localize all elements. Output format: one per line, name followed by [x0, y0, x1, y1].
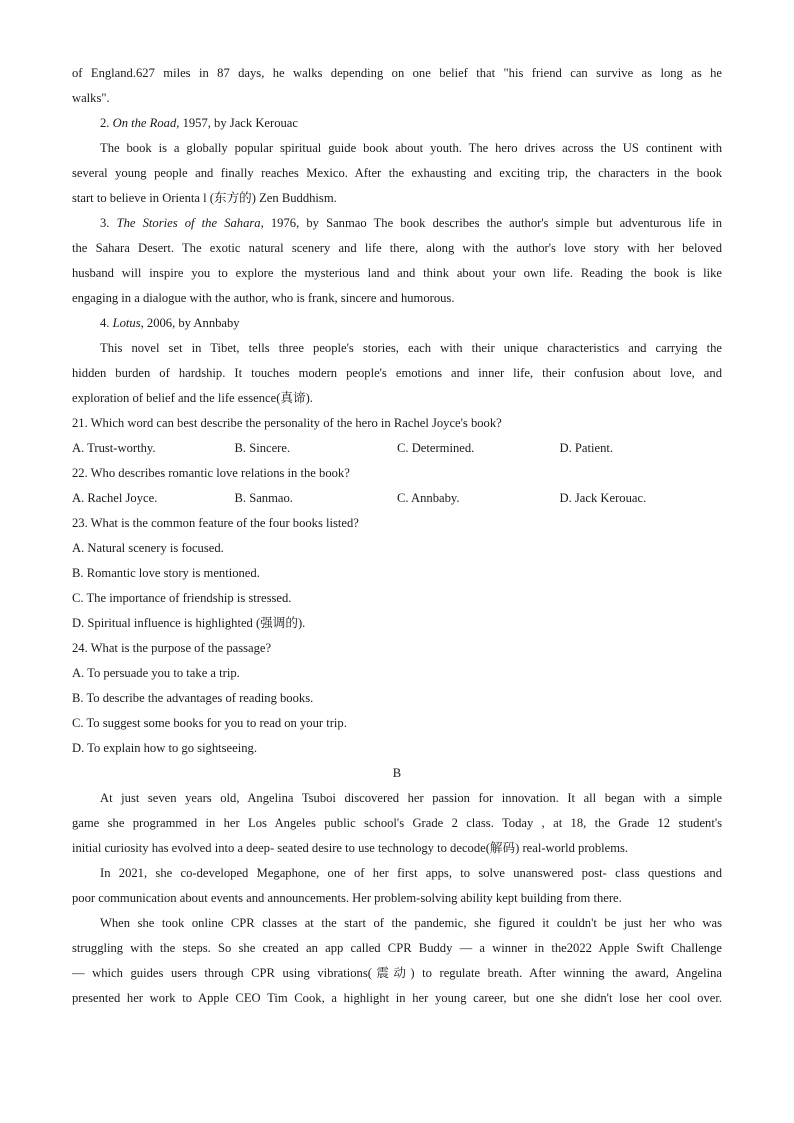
- text-line: hidden burden of hardship. It touches modern people's emotions and inner life, their confusion about love, and: [72, 366, 722, 380]
- book3-heading: 3. The Stories of the Sahara, 1976, by Sanmao The book describes the author's simple but adventurous life in: [100, 216, 722, 230]
- text-line: of England.627 miles in 87 days, he walks depending on one belief that "his friend can survive as long as he: [72, 66, 722, 80]
- text-line: The book is a globally popular spiritual guide book about youth. The hero drives across the US continent with: [100, 141, 722, 155]
- text-line: game she programmed in her Los Angeles public school's Grade 2 class. Today , at 18, the Grade 12 student's: [72, 816, 722, 830]
- text-line: In 2021, she co-developed Megaphone, one of her first apps, to solve unanswered post- class questions and: [100, 866, 722, 880]
- text-line: start to believe in Orienta l (东方的) Zen Buddhism.: [72, 191, 337, 205]
- text-line: When she took online CPR classes at the start of the pandemic, she figured it couldn't be just her who was: [100, 916, 722, 930]
- book4-description: [72, 336, 722, 411]
- book4-title: Lotus: [112, 316, 141, 330]
- q21-option-d: D. Patient.: [559, 441, 614, 455]
- book4-heading: 4. Lotus, 2006, by Annbaby: [100, 316, 240, 330]
- q21-options: [72, 436, 722, 461]
- text-line: engaging in a dialogue with the author, who is frank, sincere and humorous.: [72, 291, 455, 305]
- text-line: walks".: [72, 91, 110, 105]
- q21-option-a: A. Trust-worthy.: [72, 441, 156, 455]
- book2-title: On the Road: [112, 116, 177, 130]
- text-line: — which guides users through CPR using vibrations(震动) to regulate breath. After winning the award, Angelina: [72, 966, 722, 980]
- q22-option-c: C. Annbaby.: [397, 491, 460, 505]
- q23-stem: 23. What is the common feature of the four books listed?: [72, 516, 359, 530]
- book2-description: [72, 136, 722, 211]
- passage-b-paragraph-1: [72, 786, 722, 861]
- text-line: exploration of belief and the life essence(真谛).: [72, 391, 313, 405]
- text-line: the Sahara Desert. The exotic natural scenery and life there, along with the author's love story with her beloved: [72, 241, 722, 255]
- book3-block: [72, 211, 722, 311]
- text-line: struggling with the steps. So she created an app called CPR Buddy — a winner in the2022 Apple Swift Challenge: [72, 941, 722, 955]
- q22-option-d: D. Jack Kerouac.: [559, 491, 647, 505]
- q24-option-d: D. To explain how to go sightseeing.: [72, 741, 257, 755]
- q22-options: [72, 486, 722, 511]
- section-letter: B: [392, 766, 402, 780]
- book3-title: The Stories of the Sahara: [116, 216, 261, 230]
- q23-option-a: A. Natural scenery is focused.: [72, 541, 224, 555]
- passage-b-paragraph-3: [72, 911, 722, 1011]
- book2-heading: 2. On the Road, 1957, by Jack Kerouac: [100, 116, 298, 130]
- q22-option-a: A. Rachel Joyce.: [72, 491, 158, 505]
- text-line: At just seven years old, Angelina Tsuboi discovered her passion for innovation. It all began with a simple: [100, 791, 722, 805]
- q24-option-b: B. To describe the advantages of reading books.: [72, 691, 314, 705]
- q21-option-b: B. Sincere.: [234, 441, 291, 455]
- q22-stem: 22. Who describes romantic love relations in the book?: [72, 466, 350, 480]
- text-line: initial curiosity has evolved into a deep- seated desire to use technology to decode(解码) real-world problems.: [72, 841, 629, 855]
- text-line: poor communication about events and announcements. Her problem-solving ability kept building from there.: [72, 891, 622, 905]
- q22-option-b: B. Sanmao.: [234, 491, 293, 505]
- text-line: husband will inspire you to explore the mysterious land and think about your own life. Reading the book is like: [72, 266, 722, 280]
- q24-stem: 24. What is the purpose of the passage?: [72, 641, 272, 655]
- q23-option-b: B. Romantic love story is mentioned.: [72, 566, 260, 580]
- q24-option-c: C. To suggest some books for you to read on your trip.: [72, 716, 347, 730]
- passage-b-paragraph-2: [72, 861, 722, 911]
- document-page: [72, 61, 722, 1011]
- q21-stem: 21. Which word can best describe the personality of the hero in Rachel Joyce's book?: [72, 416, 502, 430]
- text-line: several young people and finally reaches Mexico. After the exhausting and exciting trip, the characters in the book: [72, 166, 722, 180]
- text-line: This novel set in Tibet, tells three people's stories, each with their unique characteristics and carrying the: [100, 341, 722, 355]
- text-line: presented her work to Apple CEO Tim Cook, a highlight in her young career, but one she didn't lose her cool over.: [72, 991, 722, 1005]
- passage-a-intro: [72, 61, 722, 111]
- q23-option-d: D. Spiritual influence is highlighted (强调的).: [72, 616, 306, 630]
- q23-option-c: C. The importance of friendship is stressed.: [72, 591, 292, 605]
- q24-option-a: A. To persuade you to take a trip.: [72, 666, 240, 680]
- q21-option-c: C. Determined.: [397, 441, 475, 455]
